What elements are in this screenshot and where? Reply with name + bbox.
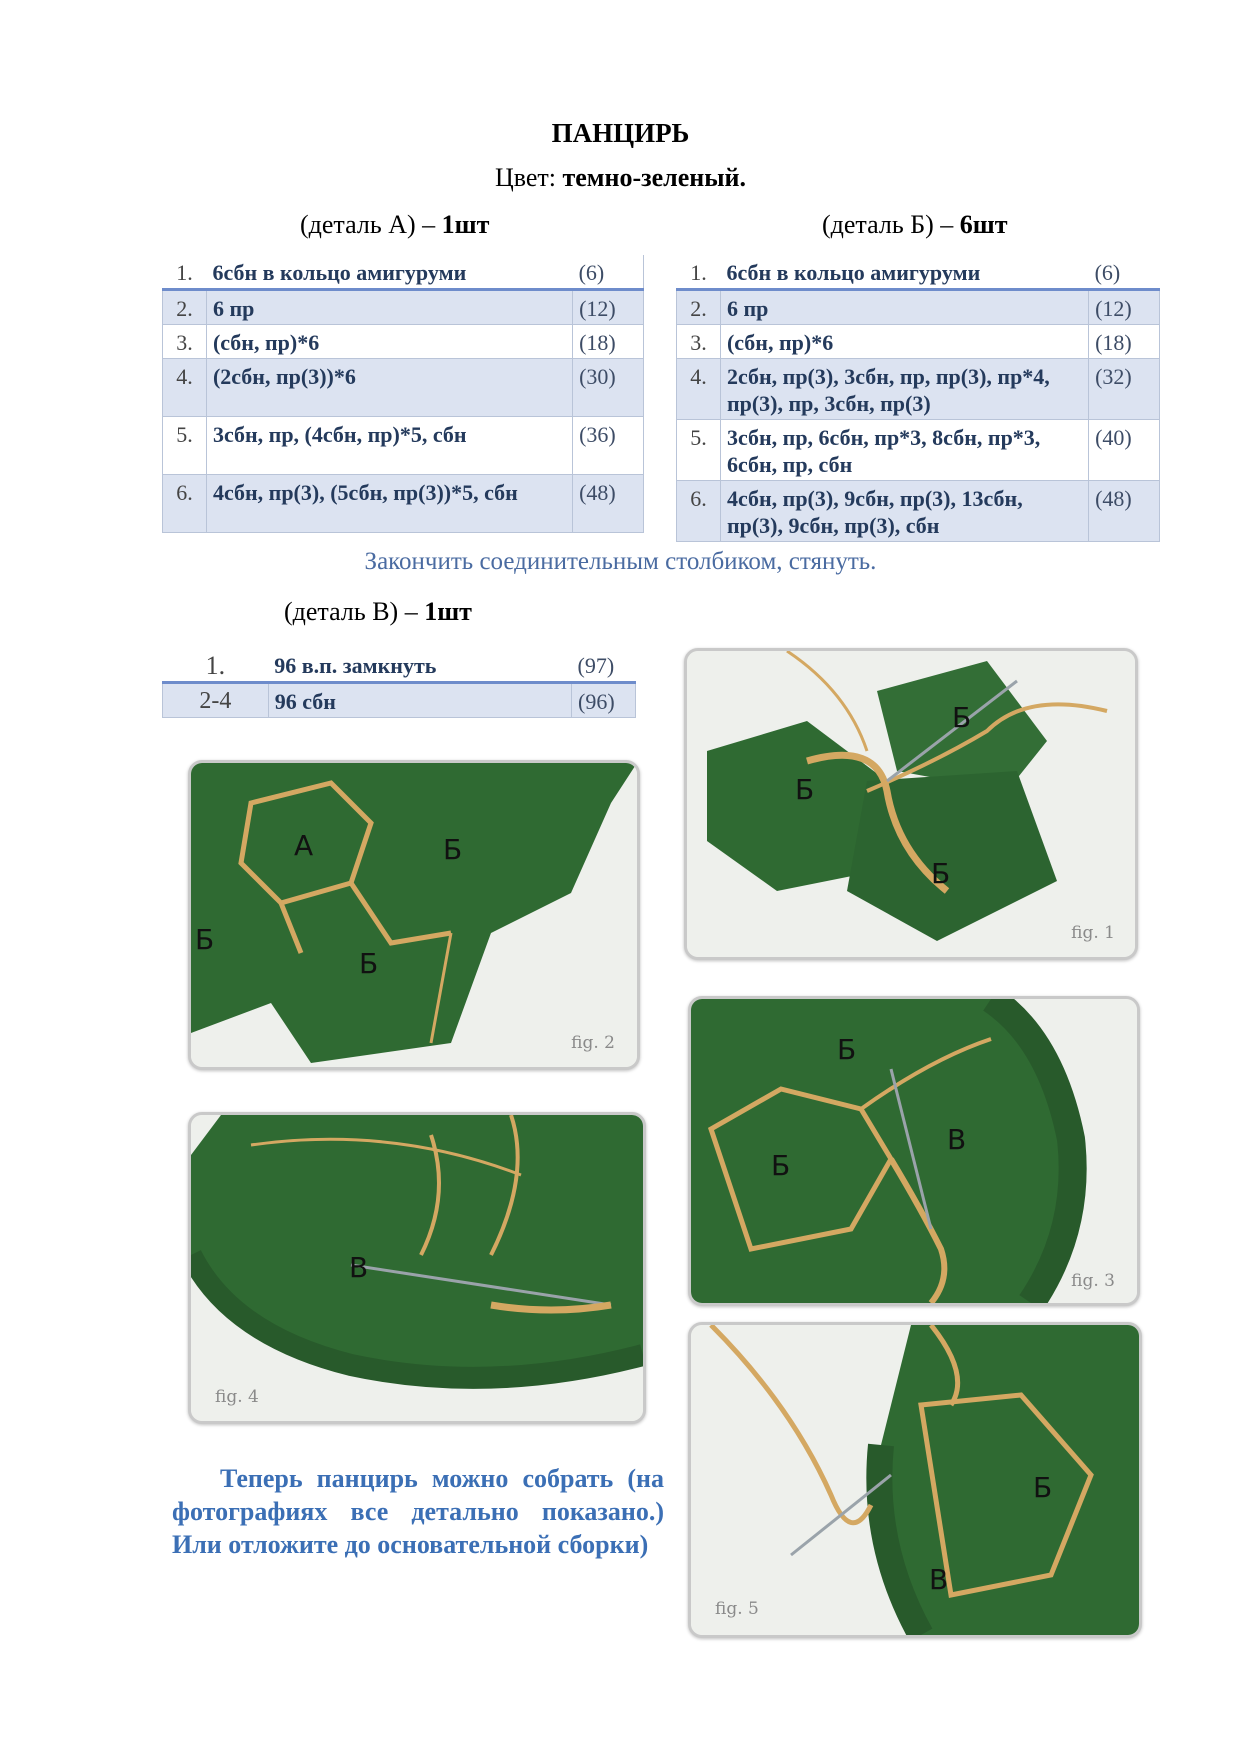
row-instruction: 3сбн, пр, (4сбн, пр)*5, сбн xyxy=(206,417,572,475)
photo-label: А xyxy=(294,829,314,862)
row-count: (48) xyxy=(1089,481,1160,542)
figure-caption: fig. 5 xyxy=(715,1599,759,1619)
table-row xyxy=(677,255,1160,290)
row-count: (12) xyxy=(1089,290,1160,325)
row-instruction: (сбн, пр)*6 xyxy=(206,325,572,359)
row-instruction: (2сбн, пр(3))*6 xyxy=(206,359,572,417)
row-instruction: 6сбн в кольцо амигуруми xyxy=(720,255,1088,290)
table-row xyxy=(163,417,644,475)
table-row xyxy=(677,420,1160,481)
assembly-note: Теперь панцирь можно собрать (на фотографиях все детально показано.) Или отложите до основательной сборки) xyxy=(172,1464,664,1559)
row-number: 5. xyxy=(677,420,721,481)
photo-fig3 xyxy=(688,996,1140,1306)
table-row xyxy=(163,359,644,417)
row-instruction: 6сбн в кольцо амигуруми xyxy=(206,255,572,290)
finish-note: Закончить соединительным столбиком, стянуть. xyxy=(364,548,877,575)
row-count: (40) xyxy=(1089,420,1160,481)
row-count: (12) xyxy=(573,290,644,325)
table-row xyxy=(677,359,1160,420)
photo-label: Б xyxy=(1033,1471,1053,1504)
part-c-qty: 1шт xyxy=(424,597,472,626)
part-a-qty: 1шт xyxy=(441,210,490,239)
photo-label: Б xyxy=(443,833,463,866)
row-number: 6. xyxy=(677,481,721,542)
photo-label: Б xyxy=(837,1033,857,1066)
row-instruction: 2сбн, пр(3), 3сбн, пр, пр(3), пр*4, пр(3), пр, 3сбн, пр(3) xyxy=(720,359,1088,420)
row-number: 3. xyxy=(163,325,207,359)
photo-label: Б xyxy=(771,1149,791,1182)
part-c-label: (деталь В) – xyxy=(284,597,425,626)
part-b-table xyxy=(676,255,1160,542)
row-instruction: 6 пр xyxy=(720,290,1088,325)
row-count: (96) xyxy=(572,683,636,718)
row-count: (6) xyxy=(573,255,644,290)
table-row xyxy=(677,290,1160,325)
part-c-header xyxy=(284,597,472,627)
row-instruction: 96 в.п. замкнуть xyxy=(268,648,571,683)
table-row xyxy=(163,325,644,359)
figure-caption: fig. 1 xyxy=(1071,923,1115,943)
photo-label: Б xyxy=(931,857,951,890)
table-row xyxy=(163,648,636,683)
photo-fig1 xyxy=(684,648,1138,960)
row-count: (36) xyxy=(573,417,644,475)
page-title: ПАНЦИРЬ xyxy=(551,118,690,148)
row-instruction: 3сбн, пр, 6сбн, пр*3, 8сбн, пр*3, 6сбн, пр, сбн xyxy=(720,420,1088,481)
row-number: 5. xyxy=(163,417,207,475)
row-number: 2-4 xyxy=(163,683,269,718)
row-number: 1. xyxy=(677,255,721,290)
table-row xyxy=(163,290,644,325)
row-number: 1. xyxy=(163,255,207,290)
row-number: 2. xyxy=(677,290,721,325)
photo-label: Б xyxy=(795,773,815,806)
photo-label: Б xyxy=(359,947,379,980)
row-instruction: 96 сбн xyxy=(268,683,571,718)
part-a-table xyxy=(162,255,644,533)
part-b-label: (деталь Б) – xyxy=(822,210,960,239)
row-count: (48) xyxy=(573,475,644,533)
table-row xyxy=(163,255,644,290)
part-a-label: (деталь А) – xyxy=(300,210,442,239)
table-row xyxy=(677,325,1160,359)
part-b-qty: 6шт xyxy=(959,210,1008,239)
part-b-header xyxy=(822,210,1008,240)
color-line xyxy=(0,163,1241,193)
table-row xyxy=(677,481,1160,542)
photo-fig5 xyxy=(688,1322,1142,1638)
photo-label: В xyxy=(349,1251,369,1284)
row-count: (97) xyxy=(572,648,636,683)
row-instruction: 4сбн, пр(3), (5сбн, пр(3))*5, сбн xyxy=(206,475,572,533)
photo-label: В xyxy=(947,1123,967,1156)
color-value: темно-зеленый. xyxy=(562,163,747,192)
row-instruction: 4сбн, пр(3), 9сбн, пр(3), 13сбн, пр(3), 9сбн, пр(3), сбн xyxy=(720,481,1088,542)
row-count: (32) xyxy=(1089,359,1160,420)
row-number: 4. xyxy=(677,359,721,420)
part-c-table xyxy=(162,648,636,718)
row-instruction: (сбн, пр)*6 xyxy=(720,325,1088,359)
row-count: (18) xyxy=(1089,325,1160,359)
photo-label: Б xyxy=(952,701,972,734)
table-row xyxy=(163,475,644,533)
photo-label: В xyxy=(929,1563,949,1596)
row-number: 3. xyxy=(677,325,721,359)
photo-label: Б xyxy=(195,923,215,956)
figure-caption: fig. 2 xyxy=(571,1033,615,1053)
color-label: Цвет: xyxy=(494,163,563,192)
row-instruction: 6 пр xyxy=(206,290,572,325)
row-number: 1. xyxy=(163,648,269,683)
figure-caption: fig. 3 xyxy=(1071,1271,1115,1291)
table-row xyxy=(163,683,636,718)
row-number: 6. xyxy=(163,475,207,533)
part-a-header xyxy=(300,210,489,240)
row-number: 2. xyxy=(163,290,207,325)
row-number: 4. xyxy=(163,359,207,417)
photo-fig4 xyxy=(188,1112,646,1424)
row-count: (30) xyxy=(573,359,644,417)
row-count: (6) xyxy=(1089,255,1160,290)
figure-caption: fig. 4 xyxy=(215,1387,259,1407)
row-count: (18) xyxy=(573,325,644,359)
photo-fig2 xyxy=(188,760,640,1070)
